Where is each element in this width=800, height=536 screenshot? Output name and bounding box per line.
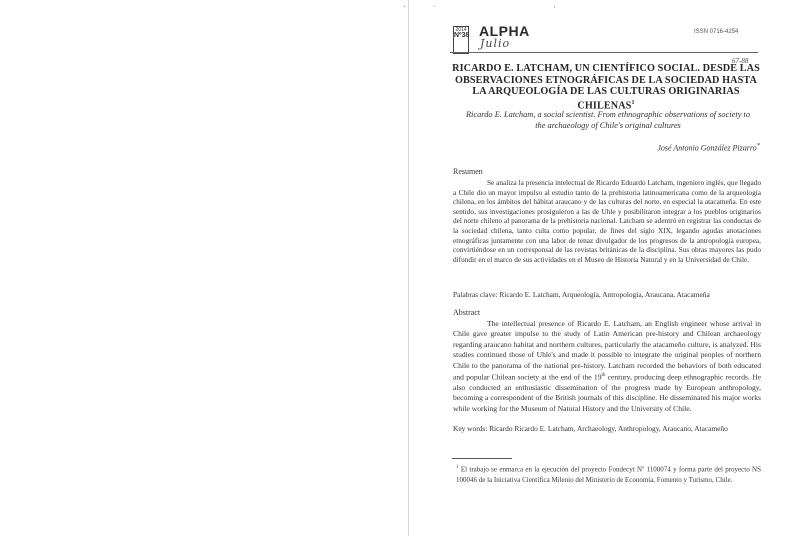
ordinal-suffix: th [601,373,606,379]
author [610,142,760,153]
footnote [456,463,761,485]
abstract-heading: Abstract [453,308,481,317]
resumen-heading: Resumen [453,167,483,176]
header-rule [450,52,758,53]
page-edge [408,0,409,536]
article-title [450,63,762,111]
footnote-mark: 1 [456,465,459,470]
logo-issue: Nº38 [454,32,470,39]
page-range: 67-88 [732,57,749,65]
scan-mark: ˊ [433,4,436,14]
palabras-clave: Palabras clave: Ricardo E. Latcham, Arqueología, Antropología, Araucana, Atacameña [453,290,710,299]
footnote-text: El trabajo se enmarca en la ejecución del proyecto Fondecyt Nº 1100074 y forma parte del proyecto NS 100046 de la Iniciativa Científica Milenio del Ministerio de Economía, Fomento y Turismo, Chile. [456,465,762,484]
handwritten-note: Julio [480,37,511,50]
title-text: RICARDO E. LATCHAM, UN CIENTÍFICO SOCIAL. DESDE LAS OBSERVACIONES ETNOGRÁFICAS DE LA SOCIEDAD HASTA LA ARQUEOLOGÍA DE LAS CULTURAS ORIGINARIAS CHILENAS [452,63,760,111]
resumen-text: Se analiza la presencia intelectual de Ricardo Eduardo Latcham, ingeniero inglés, que llegado a Chile dio un mayor impulso al estudio tanto de la prehistoria latinoamericana como de la arqueología chilena, en los ámbitos del hábitat araucano y de las culturas del norte, en especial la atacameña. En este sentido, sus investigaciones prosiguieron a las de Uhle y posibilitaron integrar a los pueblos originarios del norte chileno al panorama de la prehistoria nacional. Latcham se adentró en registrar las conductas de la sociedad chilena, tanto culta como popular, de fines del siglo XIX, legando agudas anotaciones etnográficas juntamente con una labor de tenaz divulgador de los progresos de la antropología europea, convirtiéndose en un corresponsal de las revistas británicas de la disciplina. Sus obras mayores las pudo difundir en el marco de sus actividades en el Museo de Historia Natural y en la Universidad de Chile. [453,178,761,264]
scan-mark: · [403,2,407,13]
author-name: José Antonio González Pizarro [657,143,757,153]
issn: ISSN 0716-4254 [694,29,739,35]
article-subtitle: Ricardo E. Latcham, a social scientist. From ethnographic observations of society to the archaeology of Chile's original cultures [465,110,751,130]
abstract-text: The intellectual presence of Ricardo E. Latcham, an English engineer whose arrival in Chile gave greater impulse to the study of Latin American pre-history and Chilean archaeology regarding araucano habitat and northern cultures, particularly the atacameño culture, is analyzed. His studies continued those of Uhle's and made it possible to integrate the original peoples of northern Chile to the panorama of the national pre-history. Latcham recorded the behaviors of both educated and popular Chilean society at the end of the 19th century, producing deep ethnographic records. He also conducted an enthusiastic dissemination of the progress made by European anthropology, becoming a correspondent of the British journals of this discipline. He disseminated his major works while working for the Museum of Natural History and the University of Chile. [453,319,762,413]
footnote-rule [452,458,512,459]
key-words: Key words: Ricardo Ricardo E. Latcham, Archaeology, Anthropology, Araucano, Atacameño [453,424,728,433]
author-mark: * [756,142,760,149]
title-footnote-mark: 1 [631,99,635,106]
scan-mark: · [553,2,556,12]
journal-logo [453,26,469,54]
logo-year: 2014 [455,27,467,33]
journal-name: ALPHA [479,23,530,39]
